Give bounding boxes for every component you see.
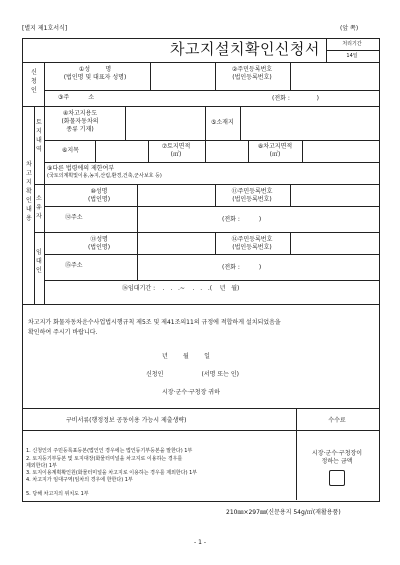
applicant-rrn-label: ②주민등록번호 (법인등록번호): [231, 66, 273, 81]
applicant-phone: (전화 : ): [272, 95, 319, 102]
page-side: (앞 쪽): [340, 25, 359, 32]
lessor-section-label: 임대인: [36, 249, 42, 274]
lessor-phone: (전화 : ): [222, 264, 262, 271]
applicant-name-label: ①성 명 (법인명 및 대표자 성명): [63, 66, 127, 81]
applicant-address-label: ③주 소: [58, 94, 95, 101]
document-item-2: 2. 토지등기부등본 및 토지대장(화물터미널을 차고지로 이용하는 경우를 제외한다) 1부: [26, 456, 183, 469]
fee-header: 수수료: [328, 417, 346, 424]
land-area-label: ⑦토지면적 (㎡): [161, 143, 191, 158]
owner-section-label: 소유자: [36, 195, 42, 220]
other-law-label: ⑨다른 법령에의 제한여부: [47, 165, 115, 172]
page-number: - 1 -: [194, 539, 206, 546]
owner-phone: (전화 : ): [222, 216, 262, 223]
owner-address-label: ⑫주소: [65, 214, 83, 221]
lessor-name-label: ⑬성명 (법인명): [87, 236, 111, 251]
processing-period-label: 처리기간: [342, 41, 362, 47]
lease-period: ⑯임대기간 : . . .~ . . .( 년 월): [122, 285, 240, 292]
applicant-signature-line: 신청인 (서명 또는 인): [146, 371, 240, 378]
statement-date: 년 월 일: [162, 353, 210, 360]
other-law-detail: (국토의계획및이용,농지,산림,환경,건축,군사보호 등): [47, 173, 162, 179]
document-item-1: 1. 신청인의 주민등록표등본(법인인 경우에는 법인등기부등본을 말한다) 1부: [26, 448, 193, 454]
land-section-label: 토지내역: [36, 119, 42, 153]
garage-section-label: 차고지확인내용: [26, 161, 32, 222]
garage-area-label: ⑧차고지면적 (㎡): [257, 143, 293, 158]
owner-rrn-label: ⑪주민등록번호 (법인등록번호): [231, 188, 273, 203]
recipient: 시장·군수·구청장 귀하: [162, 389, 220, 396]
processing-period-value: 14일: [346, 53, 358, 59]
documents-header: 구비서류(행정정보 공동이용 가능시 제출생략): [66, 417, 187, 424]
statement-text: 차고지가 화물자동차운수사업법시행규칙 제5조 및 제41조의11의 규정에 적합하게 설치되었음을 확인하여 주시기 바랍니다.: [28, 319, 281, 336]
paper-spec: 210㎜×297㎜(신문용지 54g/㎡(재활용품): [226, 509, 341, 516]
form-number: [별지 제1호서식]: [22, 25, 68, 32]
form-title: 차고지설치확인신청서: [170, 40, 320, 58]
garage-usage-label: ④차고지용도 (화물자동차의 종류 기재): [61, 110, 99, 133]
owner-name-label: ⑩성명 (법인명): [87, 188, 111, 203]
land-category-label: ⑥지목: [62, 147, 79, 154]
revenue-stamp-box: [329, 470, 345, 486]
document-item-3: 3. 토지이용계획확인원(화물터미널을 차고지로 이용하는 경우를 제외한다) 1부: [26, 470, 198, 476]
site-label: ⑤소재지: [211, 119, 234, 126]
lessor-rrn-label: ⑭주민등록번호 (법인등록번호): [231, 236, 273, 251]
fee-text: 시장·군수·구청장이 정하는 금액: [311, 450, 363, 465]
document-item-4: 4. 차고지가 임대구역(임차의 경우에 한한다) 1부: [26, 477, 133, 483]
document-item-5: 5. 당해 차고지의 위치도 1부: [26, 491, 89, 497]
lessor-address-label: ⑮주소: [65, 262, 83, 269]
form-frame: [22, 38, 380, 502]
applicant-section-label: 신청인: [31, 69, 37, 94]
